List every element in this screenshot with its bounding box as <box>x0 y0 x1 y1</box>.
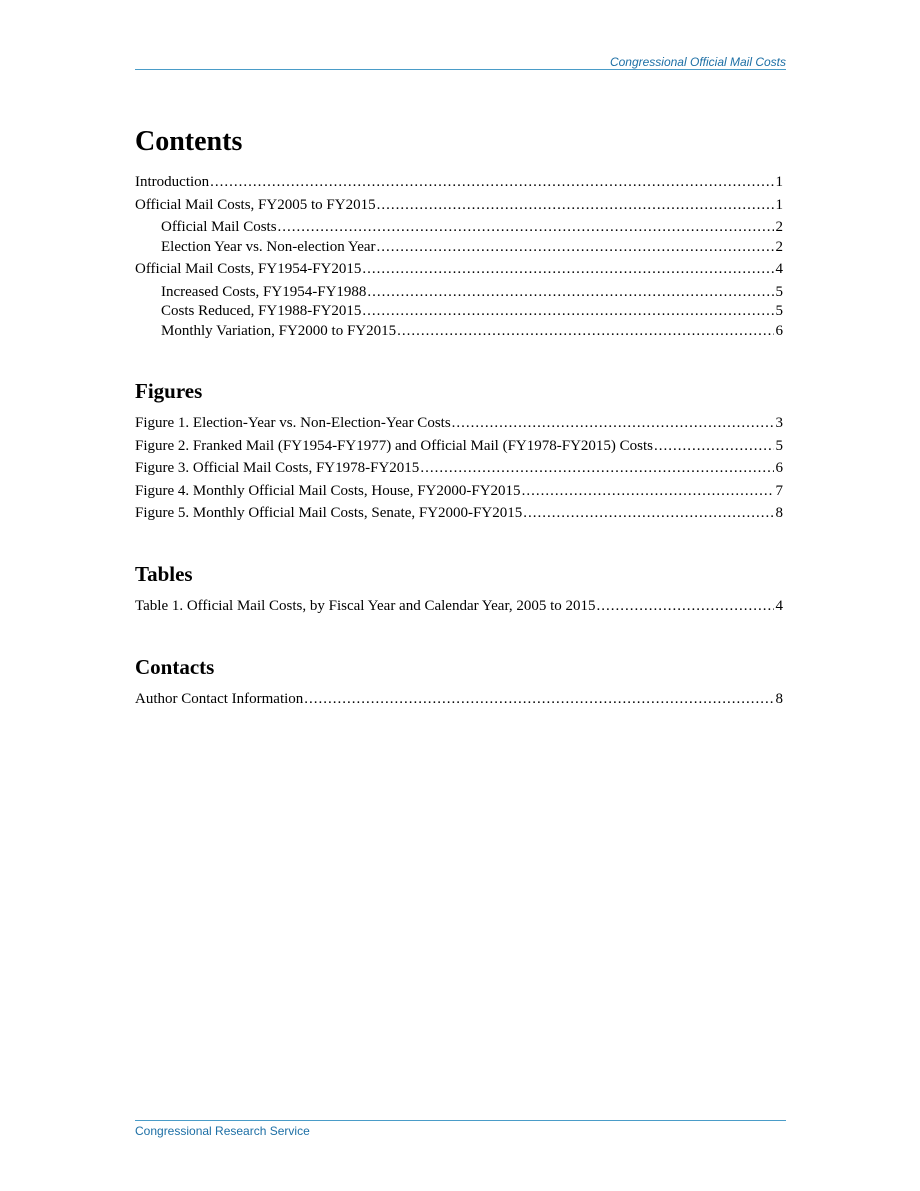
toc-entry-author-contact-information[interactable] <box>135 690 783 710</box>
figures-section <box>135 378 783 524</box>
dot-leader <box>420 459 773 479</box>
toc-entry-page: 1 <box>775 196 783 213</box>
footer-rule <box>135 1120 786 1121</box>
toc-entry-label: Monthly Variation, FY2000 to FY2015 <box>161 322 397 339</box>
toc-entry-page: 7 <box>775 482 783 499</box>
dot-leader <box>377 196 774 216</box>
toc-entry-page: 5 <box>775 283 783 300</box>
contacts-section <box>135 654 783 710</box>
toc-entry-introduction[interactable] <box>135 173 783 193</box>
toc-entry-page: 2 <box>775 238 783 255</box>
dot-leader <box>452 414 774 434</box>
toc-entry-page: 8 <box>775 691 783 707</box>
toc-entry-figure-3[interactable] <box>135 459 783 479</box>
dot-leader <box>397 322 773 342</box>
toc-entry-election-year[interactable] <box>135 238 783 258</box>
dot-leader <box>654 437 773 457</box>
toc-entry-label: Figure 5. Monthly Official Mail Costs, Senate, FY2000-FY2015 <box>135 505 523 521</box>
toc-entry-label: Official Mail Costs <box>161 219 277 235</box>
toc-entry-page: 6 <box>775 460 783 476</box>
toc-entry-page: 1 <box>775 174 783 190</box>
toc-entry-label: Figure 1. Election-Year vs. Non-Election-Year Costs <box>135 415 451 431</box>
toc-entry-label: Costs Reduced, FY1988-FY2015 <box>161 303 362 319</box>
dot-leader <box>377 238 774 258</box>
toc-entry-table-1[interactable] <box>135 597 783 617</box>
toc-entry-page: 4 <box>775 598 783 614</box>
toc-entry-figure-1[interactable] <box>135 414 783 434</box>
toc-entry-monthly-variation[interactable] <box>135 322 783 342</box>
running-header-title: Congressional Official Mail Costs <box>609 55 786 69</box>
toc-entry-official-mail-costs-fy1954-fy2015[interactable] <box>135 260 783 280</box>
dot-leader <box>597 597 774 617</box>
toc-entry-label: Increased Costs, FY1954-FY1988 <box>161 283 367 300</box>
dot-leader <box>362 260 773 280</box>
toc-entry-label: Official Mail Costs, FY2005 to FY2015 <box>135 196 376 213</box>
toc-entry-figure-5[interactable] <box>135 504 783 524</box>
tables-heading: Tables <box>135 562 193 586</box>
header-rule <box>135 69 786 70</box>
footer-publisher: Congressional Research Service <box>135 1124 310 1138</box>
dot-leader <box>362 302 773 322</box>
toc-entry-costs-reduced[interactable] <box>135 302 783 322</box>
toc-entry-page: 5 <box>775 437 783 454</box>
toc-entry-label: Figure 3. Official Mail Costs, FY1978-FY2015 <box>135 460 420 476</box>
dot-leader <box>523 504 773 524</box>
toc-entry-label: Figure 4. Monthly Official Mail Costs, House, FY2000-FY2015 <box>135 482 521 499</box>
toc-entry-label: Introduction <box>135 174 210 190</box>
toc-entry-official-mail-costs-fy2005-fy2015[interactable] <box>135 196 783 216</box>
dot-leader <box>304 690 773 710</box>
toc-entry-label: Official Mail Costs, FY1954-FY2015 <box>135 261 362 277</box>
dot-leader <box>522 482 774 502</box>
toc-entry-page: 6 <box>775 322 783 339</box>
figures-heading: Figures <box>135 379 203 403</box>
dot-leader <box>278 218 774 238</box>
toc-entry-label: Election Year vs. Non-election Year <box>161 238 376 255</box>
toc-entry-page: 5 <box>775 303 783 319</box>
contents-heading: Contents <box>135 126 243 157</box>
toc-entry-page: 2 <box>775 219 783 235</box>
tables-section <box>135 561 783 617</box>
toc-entry-label: Figure 2. Franked Mail (FY1954-FY1977) and Official Mail (FY1978-FY2015) Costs <box>135 437 654 454</box>
contents-section <box>135 126 783 341</box>
toc-entry-increased-costs[interactable] <box>135 283 783 303</box>
dot-leader <box>210 173 773 193</box>
dot-leader <box>367 283 773 303</box>
toc-entry-page: 8 <box>775 505 783 521</box>
toc-entry-figure-4[interactable] <box>135 482 783 502</box>
toc-entry-official-mail-costs[interactable] <box>135 218 783 238</box>
toc-entry-figure-2[interactable] <box>135 437 783 457</box>
toc-entry-page: 3 <box>775 415 783 431</box>
toc-entry-page: 4 <box>775 261 783 277</box>
contacts-heading: Contacts <box>135 655 215 679</box>
toc-entry-label: Table 1. Official Mail Costs, by Fiscal Year and Calendar Year, 2005 to 2015 <box>135 598 596 614</box>
toc-entry-label: Author Contact Information <box>135 691 304 707</box>
